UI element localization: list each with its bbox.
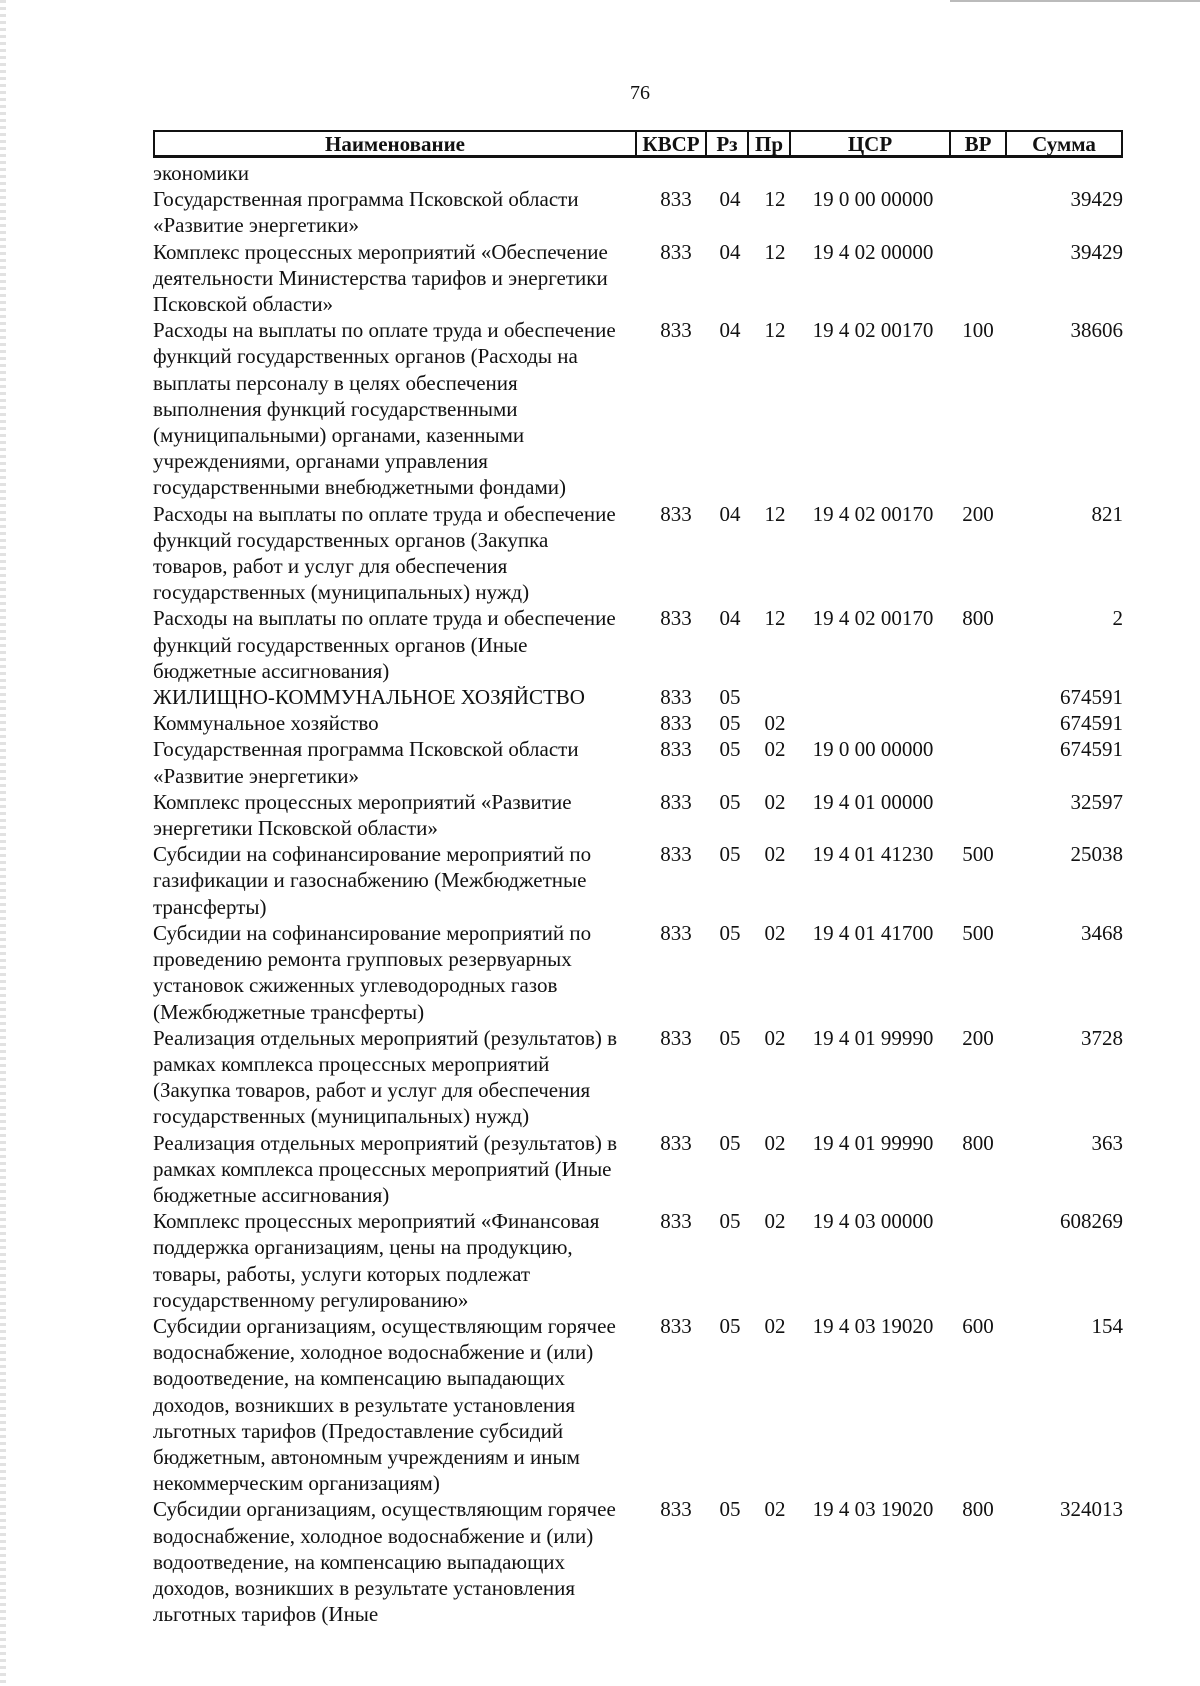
row-sum: 674591 — [1060, 711, 1123, 736]
row-name: Субсидии организациям, осуществляющим горячее водоснабжение, холодное водоснабжение и (или) водоотведение, на компенсацию выпадающих доходов, возникших в результате установления льготных тарифов (Иные — [153, 1497, 616, 1627]
row-sum: 3728 — [1081, 1025, 1123, 1050]
row-csr: 19 4 03 19020 — [812, 1313, 934, 1338]
row-vr: 800 — [962, 606, 994, 631]
budget-table — [153, 160, 1123, 1627]
table-row — [153, 1208, 1123, 1313]
header-kvsr: КВСР — [637, 132, 707, 155]
row-rz: 04 — [719, 318, 741, 343]
row-pr: 12 — [764, 318, 786, 343]
row-sum: 363 — [1091, 1130, 1123, 1155]
scan-edge-top — [950, 0, 1200, 2]
row-kvsr: 833 — [660, 842, 692, 867]
row-pr: 02 — [764, 1130, 786, 1155]
row-vr: 100 — [962, 318, 994, 343]
row-name: Субсидии на софинансирование мероприятий по проведению ремонта групповых резервуарных установок сжиженных углеводородных газов (Межбюджетные трансферты) — [153, 920, 592, 1024]
row-sum: 324013 — [1060, 1497, 1123, 1522]
table-row — [153, 736, 1123, 788]
scan-edge-left — [0, 0, 6, 1686]
row-rz: 04 — [719, 187, 741, 212]
table-row — [153, 239, 1123, 318]
row-rz: 05 — [719, 711, 741, 736]
row-rz: 05 — [719, 1313, 741, 1338]
row-csr: 19 4 01 00000 — [812, 789, 934, 814]
row-rz: 05 — [719, 789, 741, 814]
row-kvsr: 833 — [660, 711, 692, 736]
row-kvsr: 833 — [660, 239, 692, 264]
row-pr: 12 — [764, 187, 786, 212]
row-vr: 200 — [962, 501, 994, 526]
row-name: Коммунальное хозяйство — [153, 711, 379, 736]
row-pr: 12 — [764, 239, 786, 264]
row-vr: 600 — [962, 1313, 994, 1338]
header-csr: ЦСР — [791, 132, 951, 155]
table-row — [153, 789, 1123, 841]
row-kvsr: 833 — [660, 1130, 692, 1155]
table-row — [153, 1313, 1123, 1496]
row-name: Расходы на выплаты по оплате труда и обеспечение функций государственных органов (Закупка товаров, работ и услуг для обеспечения государственных (муниципальных) нужд) — [153, 501, 616, 605]
row-kvsr: 833 — [660, 789, 692, 814]
row-csr: 19 4 02 00170 — [812, 501, 934, 526]
table-row — [153, 1496, 1123, 1627]
row-vr: 500 — [962, 842, 994, 867]
row-csr: 19 4 01 99990 — [812, 1130, 934, 1155]
row-name: Комплекс процессных мероприятий «Развитие энергетики Псковской области» — [153, 789, 572, 841]
row-rz: 05 — [719, 1130, 741, 1155]
row-rz: 05 — [719, 685, 741, 710]
row-pr: 02 — [764, 789, 786, 814]
row-vr: 800 — [962, 1130, 994, 1155]
row-pr: 02 — [764, 711, 786, 736]
row-sum: 674591 — [1060, 737, 1123, 762]
row-kvsr: 833 — [660, 501, 692, 526]
row-kvsr: 833 — [660, 1313, 692, 1338]
row-name: Расходы на выплаты по оплате труда и обеспечение функций государственных органов (Иные бюджетные ассигнования) — [153, 606, 616, 683]
row-csr: 19 4 03 00000 — [812, 1209, 934, 1234]
row-name: Расходы на выплаты по оплате труда и обеспечение функций государственных органов (Расходы на выплаты персоналу в целях обеспечения выполнения функций государственными (муниципальными) органами, казенными учреждениями, органами управления государственными внебюджетными фондами) — [153, 318, 616, 500]
row-sum: 3468 — [1081, 920, 1123, 945]
row-kvsr: 833 — [660, 920, 692, 945]
row-kvsr: 833 — [660, 1209, 692, 1234]
row-name: Реализация отдельных мероприятий (результатов) в рамках комплекса процессных мероприятий (Иные бюджетные ассигнования) — [153, 1130, 618, 1207]
row-pr: 02 — [764, 737, 786, 762]
table-row — [153, 317, 1123, 500]
header-vr: ВР — [951, 132, 1007, 155]
row-rz: 05 — [719, 1209, 741, 1234]
row-name: Реализация отдельных мероприятий (результатов) в рамках комплекса процессных мероприятий (Закупка товаров, работ и услуг для обеспечения государственных (муниципальных) нужд) — [153, 1025, 618, 1129]
row-csr: 19 4 02 00170 — [812, 318, 934, 343]
row-sum: 39429 — [1070, 187, 1123, 212]
table-row — [153, 684, 1123, 710]
row-rz: 05 — [719, 737, 741, 762]
row-csr: 19 4 01 41700 — [812, 920, 934, 945]
row-kvsr: 833 — [660, 606, 692, 631]
row-vr: 800 — [962, 1497, 994, 1522]
row-sum: 608269 — [1060, 1209, 1123, 1234]
row-pr: 02 — [764, 1025, 786, 1050]
header-rz: Рз — [707, 132, 749, 155]
row-rz: 04 — [719, 501, 741, 526]
row-pr: 02 — [764, 1209, 786, 1234]
row-kvsr: 833 — [660, 1025, 692, 1050]
row-sum: 2 — [1112, 606, 1123, 631]
table-row — [153, 710, 1123, 736]
row-sum: 38606 — [1070, 318, 1123, 343]
row-name: Государственная программа Псковской области «Развитие энергетики» — [153, 737, 579, 788]
row-csr: 19 4 03 19020 — [812, 1497, 934, 1522]
row-rz: 05 — [719, 1497, 741, 1522]
row-csr: 19 4 02 00170 — [812, 606, 934, 631]
row-name: Комплекс процессных мероприятий «Финансовая поддержка организациям, цены на продукцию, товары, работы, услуги которых подлежат государственному регулированию» — [153, 1209, 600, 1312]
row-csr: 19 4 02 00000 — [812, 239, 934, 264]
row-csr: 19 4 01 99990 — [812, 1025, 934, 1050]
header-pr: Пр — [749, 132, 791, 155]
table-header — [153, 130, 1123, 158]
row-name: ЖИЛИЩНО-КОММУНАЛЬНОЕ ХОЗЯЙСТВО — [153, 685, 585, 710]
row-rz: 05 — [719, 1025, 741, 1050]
table-row — [153, 605, 1123, 684]
row-pr: 02 — [764, 920, 786, 945]
row-sum: 674591 — [1060, 685, 1123, 710]
row-pr: 02 — [764, 1313, 786, 1338]
row-kvsr: 833 — [660, 737, 692, 762]
row-kvsr: 833 — [660, 187, 692, 212]
header-name: Наименование — [155, 132, 637, 155]
row-csr: 19 0 00 00000 — [812, 737, 934, 762]
table-row — [153, 841, 1123, 920]
table-row — [153, 186, 1123, 238]
row-kvsr: 833 — [660, 685, 692, 710]
row-sum: 39429 — [1070, 239, 1123, 264]
row-pr: 12 — [764, 606, 786, 631]
row-vr: 200 — [962, 1025, 994, 1050]
row-name: Комплекс процессных мероприятий «Обеспечение деятельности Министерства тарифов и энергетики Псковской области» — [153, 239, 608, 317]
table-row — [153, 160, 1123, 186]
row-pr: 02 — [764, 1497, 786, 1522]
row-vr: 500 — [962, 920, 994, 945]
row-sum: 32597 — [1070, 789, 1123, 814]
row-pr: 12 — [764, 501, 786, 526]
row-pr: 02 — [764, 842, 786, 867]
table-row — [153, 1130, 1123, 1209]
row-name: Субсидии организациям, осуществляющим горячее водоснабжение, холодное водоснабжение и (или) водоотведение, на компенсацию выпадающих доходов, возникших в результате установления льготных тарифов (Предоставление субсидий бюджетным, автономным учреждениям и иным некоммерческим организациям) — [153, 1313, 616, 1496]
row-rz: 04 — [719, 239, 741, 264]
row-kvsr: 833 — [660, 318, 692, 343]
row-rz: 04 — [719, 606, 741, 631]
row-rz: 05 — [719, 842, 741, 867]
row-rz: 05 — [719, 920, 741, 945]
row-name: Государственная программа Псковской области «Развитие энергетики» — [153, 187, 579, 238]
row-kvsr: 833 — [660, 1497, 692, 1522]
row-sum: 154 — [1091, 1313, 1123, 1338]
row-csr: 19 0 00 00000 — [812, 187, 934, 212]
row-name: экономики — [153, 161, 249, 185]
table-row — [153, 920, 1123, 1025]
row-csr: 19 4 01 41230 — [812, 842, 934, 867]
row-sum: 821 — [1091, 501, 1123, 526]
table-row — [153, 1025, 1123, 1130]
table-row — [153, 501, 1123, 606]
row-sum: 25038 — [1070, 842, 1123, 867]
page-number: 76 — [630, 82, 650, 104]
row-name: Субсидии на софинансирование мероприятий по газификации и газоснабжению (Межбюджетные трансферты) — [153, 842, 592, 919]
header-sum: Сумма — [1032, 132, 1096, 156]
